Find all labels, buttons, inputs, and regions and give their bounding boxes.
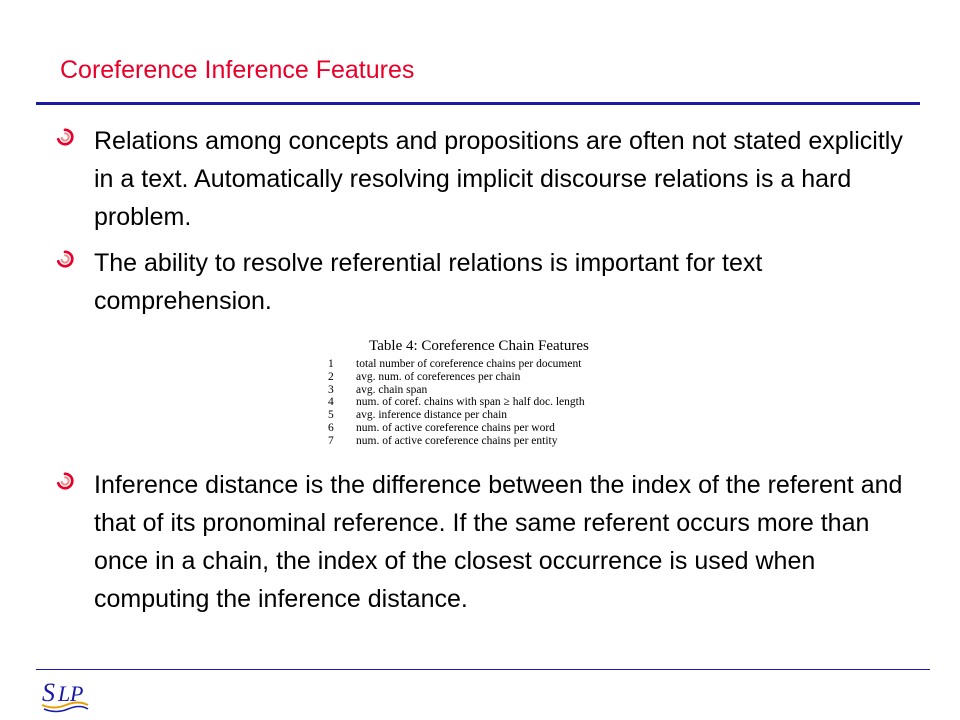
bullet-item	[94, 122, 914, 236]
svg-text:L: L	[58, 681, 71, 706]
row-number: 5	[328, 409, 334, 422]
slp-logo-icon	[40, 674, 90, 714]
row-text: num. of coref. chains with span ≥ half doc. length	[356, 396, 585, 409]
row-text: num. of active coreference chains per entity	[356, 434, 558, 447]
row-text: avg. inference distance per chain	[356, 409, 508, 422]
row-number: 1	[328, 358, 334, 370]
row-text: avg. num. of coreferences per chain	[356, 370, 521, 383]
svg-text:P: P	[70, 681, 84, 706]
swirl-bullet-icon	[56, 128, 74, 146]
bullet-item	[94, 466, 914, 618]
bullet-item	[94, 244, 914, 320]
row-number: 4	[328, 396, 334, 409]
table-caption: Table 4: Coreference Chain Features	[369, 338, 589, 354]
row-text: total number of coreference chains per document	[356, 358, 582, 370]
table-row	[326, 435, 646, 448]
slide-title: Coreference Inference Features	[60, 56, 415, 84]
bullet-text: Relations among concepts and propositions are often not stated explicitly in a text. Automatically resolving implicit discourse relations is a hard problem.	[94, 127, 903, 231]
row-text: avg. chain span	[356, 383, 428, 396]
svg-text:S: S	[42, 678, 55, 707]
swirl-bullet-icon	[56, 250, 74, 268]
row-text: num. of active coreference chains per word	[356, 421, 555, 434]
table-row	[326, 396, 646, 409]
bullet-text: The ability to resolve referential relations is important for text comprehension.	[94, 249, 763, 315]
row-number: 3	[328, 383, 334, 396]
footer-divider	[36, 669, 930, 670]
table-row	[326, 358, 646, 371]
coreference-features-table	[326, 338, 646, 448]
title-divider	[36, 102, 920, 105]
row-number: 6	[328, 421, 334, 434]
table-row	[326, 422, 646, 435]
table-row	[326, 409, 646, 422]
swirl-bullet-icon	[56, 472, 74, 490]
table-row	[326, 371, 646, 384]
table-row	[326, 384, 646, 397]
row-number: 2	[328, 370, 334, 383]
bullet-text: Inference distance is the difference between the index of the referent and that of its pronominal reference. If the same referent occurs more than once in a chain, the index of the closest occurrence is used when computing the inference distance.	[94, 471, 903, 613]
row-number: 7	[328, 434, 334, 447]
